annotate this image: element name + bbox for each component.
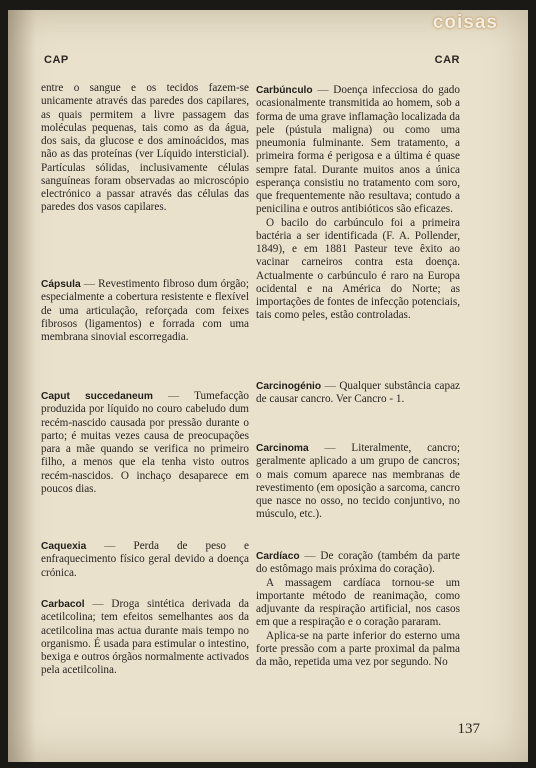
page-number: 137: [457, 721, 480, 737]
entry-definition: Doença infecciosa do gado ocasionalmente transmitida ao homem, sob a forma de uma grave inflamação localizada da pele (pústula maligna) ou como uma pneumonia fulminante. Sem tratamento, a primeira forma é perigosa e a última é quase sempre fatal. Durante muitos anos a única esperança consistiu no tratamento com soro, que frequentemente não resultava; contudo a penicilina e outros antibióticos são eficazes.: [256, 84, 460, 216]
entry-definition: Qualquer substância capaz de causar cancro. Ver Cancro - 1.: [256, 380, 461, 406]
entry-term: Carbacol: [41, 599, 85, 610]
entry-paragraph: Aplica-se na parte inferior do esterno uma forte pressão com a parte proximal da palma da mão, repetida uma vez por segundo. No: [256, 629, 460, 668]
entry-caquexia: Caquexia — Perda de peso e enfraquecimento físico geral devido a doença crónica.: [41, 540, 249, 579]
entry-carcinoma: Carcinoma — Literalmente, cancro; geralmente aplicado a um grupo de cancros; o mais comum aparece nas membranas de revestimento (em oposição a sarcoma, cancro que nasce no osso, no tecido conjuntivo, no músculo, etc.).: [256, 442, 461, 521]
entry-carcinogenio: Carcinogénio — Qualquer substância capaz de causar cancro. Ver Cancro - 1.: [256, 380, 461, 406]
continuation-text: entre o sangue e os tecidos fazem-se unicamente através das paredes dos capilares, as quais permitem a livre passagem das moléculas pequenas, tais como as da água, dos sais, da glucose e dos aminoácidos, mas não as das proteínas (ver Líquido intersticial). Partículas sólidas, inclusivamente células sanguíneas foram observadas ao microscópio electrónico a passar através das células das paredes dos vasos capilares.: [41, 82, 249, 214]
entry-term: Cápsula: [41, 279, 81, 290]
entry-term: Carcinogénio: [256, 381, 322, 392]
entry-carbacol: Carbacol — Droga sintética derivada da acetilcolina; tem efeitos semelhantes aos da acetilcolina mas actua durante mais tempo no organismo. É usada para estimular o intestino, bexiga e outros órgãos normalmente activados pela acetilcolina.: [41, 598, 249, 677]
entry-term: Caput succedaneum: [41, 391, 153, 402]
entry-definition: Tumefacção produzida por líquido no couro cabeludo dum recém-nascido causada por pressão durante o parto; é muitas vezes causa de preocupações para a mãe quando se verifica no primeiro filho, a menos que ela tenha visto outros recém-nascidos. O inchaço desaparece em poucos dias.: [41, 390, 249, 495]
entry-term: Carbúnculo: [256, 85, 313, 96]
entry-term: Caquexia: [41, 541, 87, 552]
entry-carbunculo: Carbúnculo — Doença infecciosa do gado ocasionalmente transmitida ao homem, sob a forma de uma grave inflamação localizada da pele (pústula maligna) ou como uma pneumonia fulminante. Sem tratamento, a primeira forma é perigosa e a última é quase sempre fatal. Durante muitos anos a única esperança consistiu no tratamento com soro, que frequentemente não resultava; contudo a penicilina e outros antibióticos são eficazes. O bacilo do carbúnculo foi a primeira bactéria a ser identificada (F. A. Pollender, 1849), e em 1881 Pasteur teve êxito ao vacinar carneiros contra esta doença. Actualmente o carbúnculo é raro na Europa ocidental e na América do Norte; as importações de fontes de infecção potenciais, tais como peles, estão controladas.: [256, 84, 460, 322]
header-right: CAR: [434, 54, 460, 66]
entry-term: Carcinoma: [256, 443, 309, 454]
entry-cardiaco: Cardíaco — De coração (também da parte do estômago mais próxima do coração). A massagem cardíaca tornou-se um importante método de reanimação, como adjuvante da respiração artificial, nos casos em que a respiração e o coração pararam. Aplica-se na parte inferior do esterno uma forte pressão com a parte proximal da palma da mão, repetida uma vez por segundo. No: [256, 550, 460, 668]
book-page: [8, 10, 528, 762]
entry-definition: Perda de peso e enfraquecimento físico geral devido a doença crónica.: [41, 540, 249, 579]
entry-paragraph: O bacilo do carbúnculo foi a primeira bactéria a ser identificada (F. A. Pollender, 1849), e em 1881 Pasteur teve êxito ao vacinar carneiros contra esta doença. Actualmente o carbúnculo é raro na Europa ocidental e na América do Norte; as importações de fontes de infecção potenciais, tais como peles, estão controladas.: [256, 216, 460, 322]
entry-caput-succedaneum: Caput succedaneum — Tumefacção produzida por líquido no couro cabeludo dum recém-nascido causada por pressão durante o parto; é muitas vezes causa de preocupações para a mãe quando se verifica no primeiro filho, a menos que ela tenha visto outros recém-nascidos. O inchaço desaparece em poucos dias.: [41, 390, 249, 495]
entry-definition: De coração (também da parte do estômago mais próxima do coração).: [256, 550, 460, 576]
header-left: CAP: [44, 54, 69, 66]
entry-capsula: Cápsula — Revestimento fibroso dum órgão; especialmente a cobertura resistente e flexível de uma articulação, reforçada com feixes fibrosos (ligamentos) e forrada com uma membrana sinovial escorregadia.: [41, 278, 250, 343]
left-column: [41, 82, 250, 677]
entry-paragraph: A massagem cardíaca tornou-se um importante método de reanimação, como adjuvante da respiração artificial, nos casos em que a respiração e o coração pararam.: [256, 576, 460, 629]
watermark-logo: coisas: [432, 12, 498, 33]
entry-definition: Droga sintética derivada da acetilcolina; tem efeitos semelhantes aos da acetilcolina mas actua durante mais tempo no organismo. É usada para estimular o intestino, bexiga e outros órgãos normalmente activados pela acetilcolina.: [41, 598, 249, 677]
entry-definition: Literalmente, cancro; geralmente aplicado a um grupo de cancros; o mais comum aparece nas membranas de revestimento (em oposição a sarcoma, cancro que nasce no osso, no tecido conjuntivo, no músculo, etc.).: [256, 442, 461, 521]
entry-definition: Revestimento fibroso dum órgão; especialmente a cobertura resistente e flexível de uma articulação, reforçada com feixes fibrosos (ligamentos) e forrada com uma membrana sinovial escorregadia.: [41, 278, 250, 343]
entry-term: Cardíaco: [256, 551, 300, 562]
